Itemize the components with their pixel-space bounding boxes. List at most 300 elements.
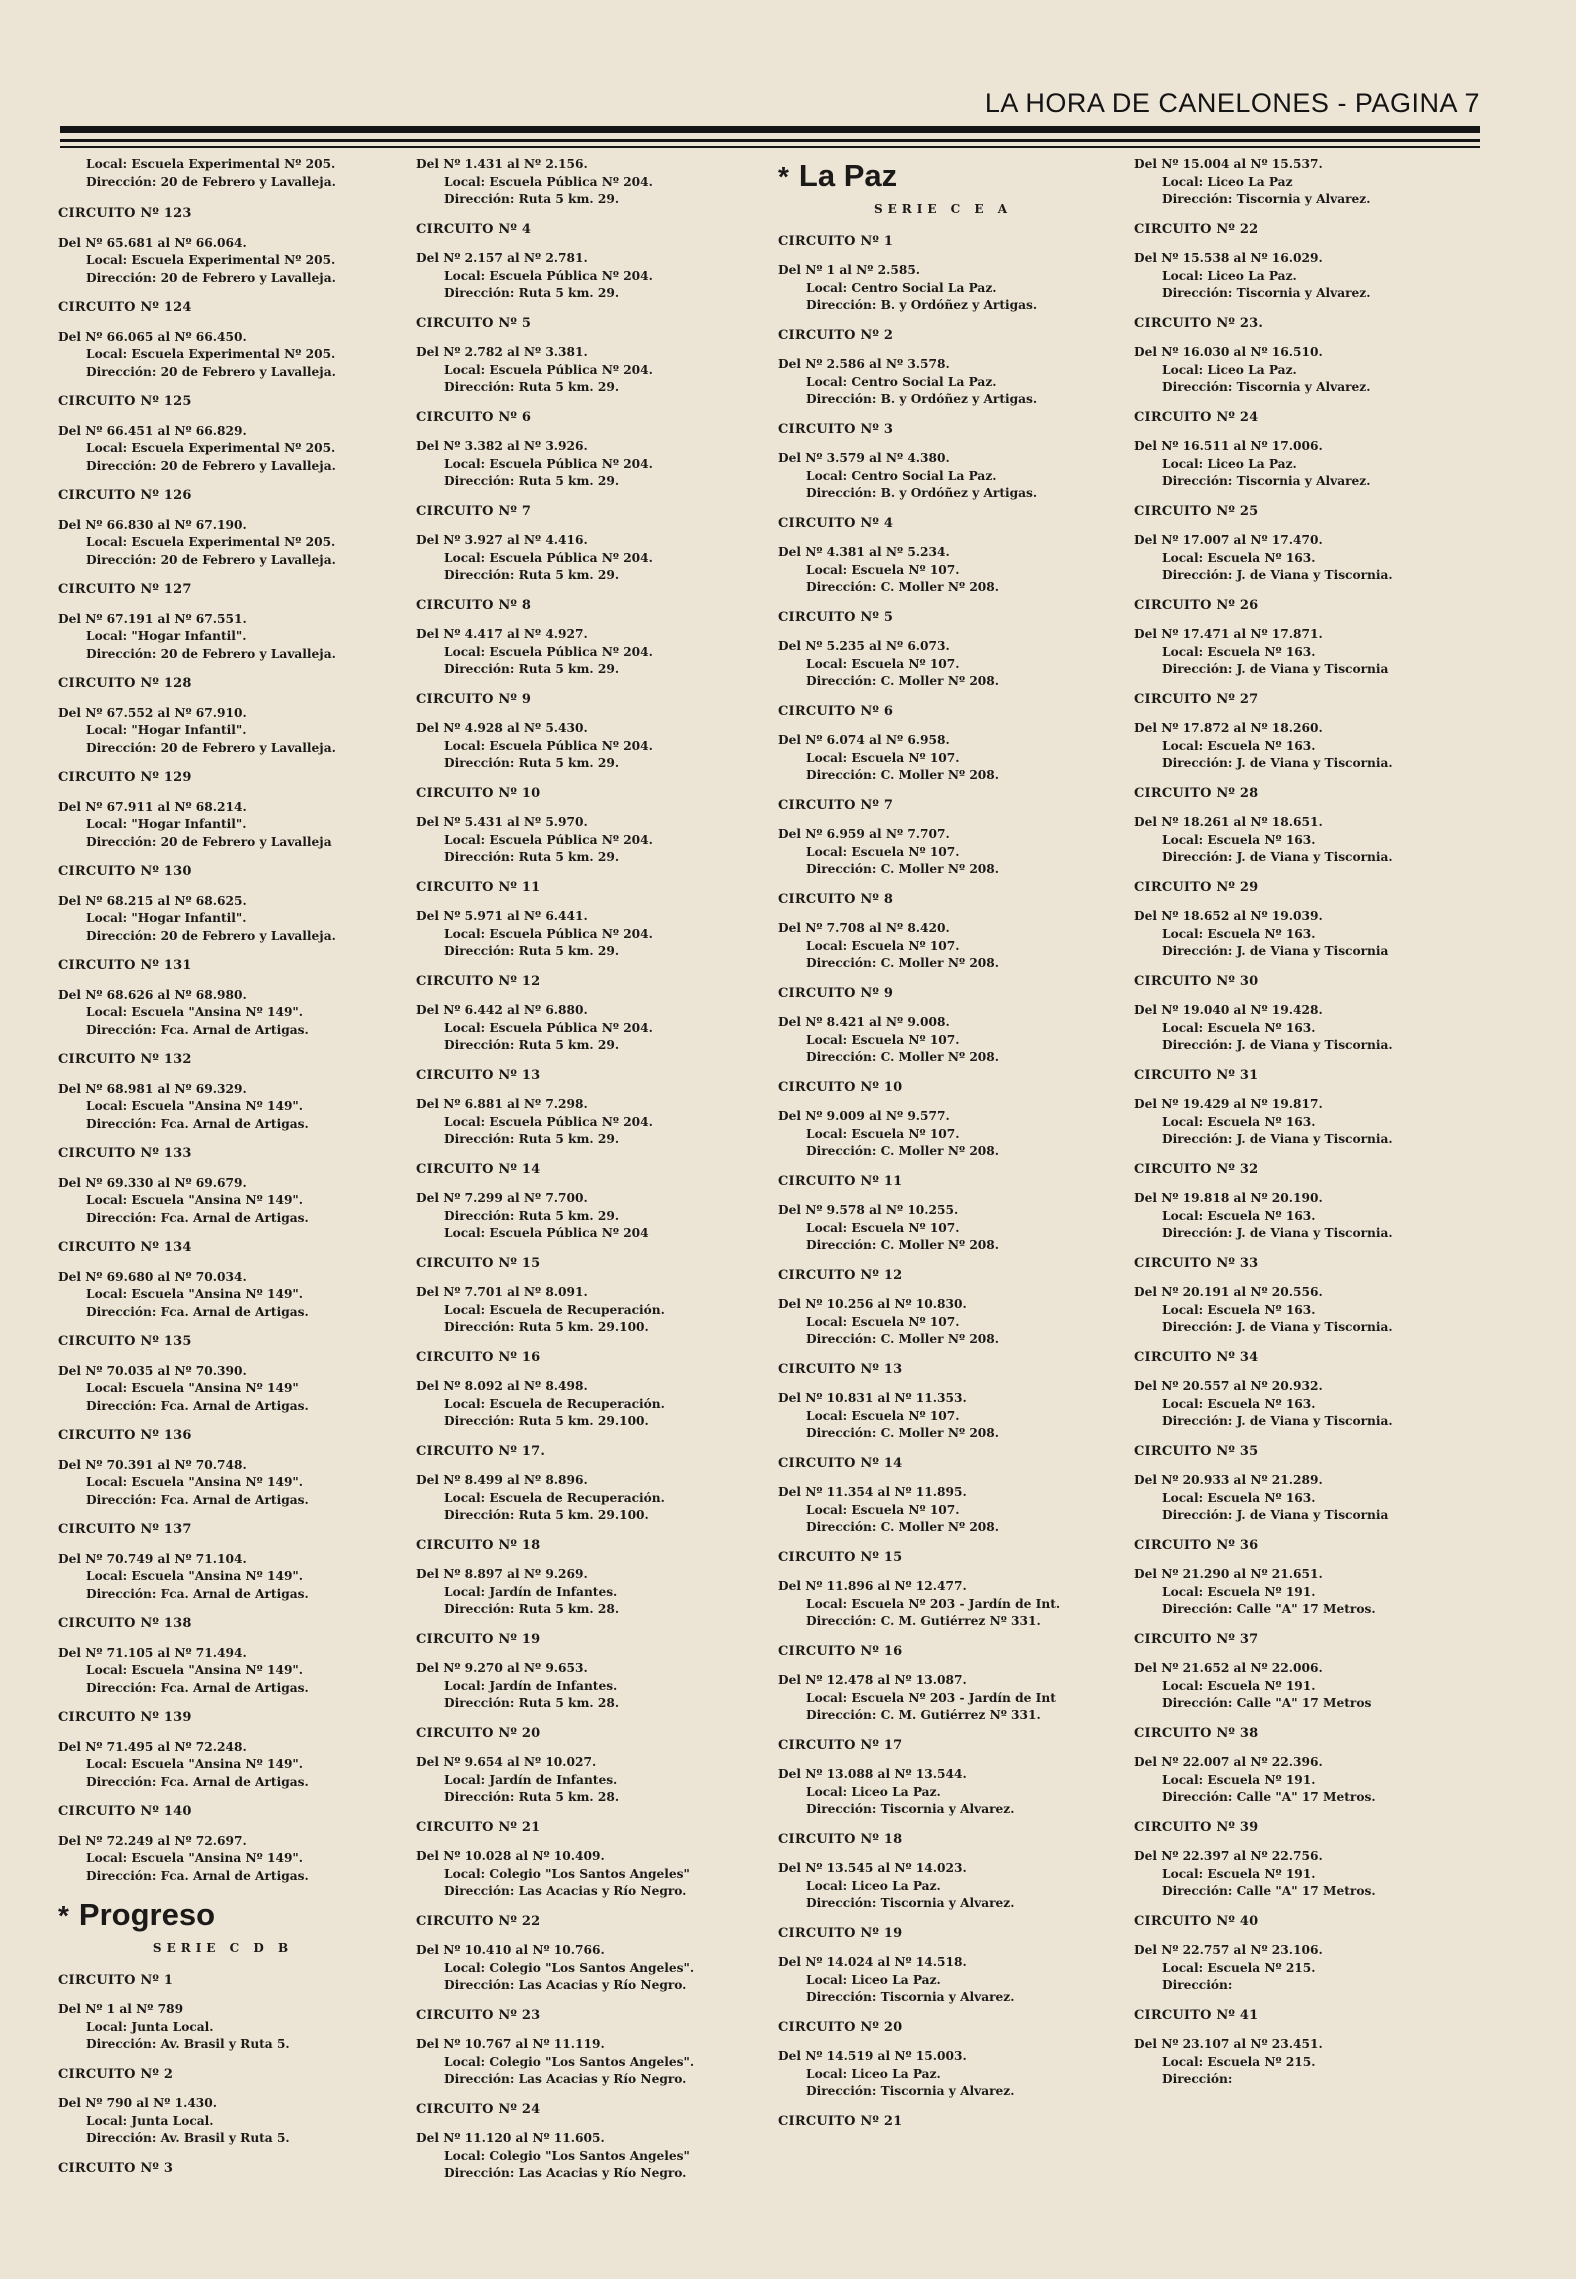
range: Del Nº 3.382 al Nº 3.926. (416, 439, 588, 453)
range: Del Nº 72.249 al Nº 72.697. (58, 1833, 247, 1848)
local: Local: Colegio "Los Santos Angeles" (444, 1866, 690, 1881)
circuit-entry (58, 1333, 388, 1415)
local: Local: Escuela Pública Nº 204. (444, 362, 653, 377)
local: Local: Junta Local. (86, 2019, 214, 2034)
circuit-heading: CIRCUITO Nº 18 (778, 1831, 903, 1847)
circuit-entry (1134, 1349, 1464, 1431)
local: Local: Centro Social La Paz. (806, 280, 997, 295)
circuit-heading: CIRCUITO Nº 20 (778, 2019, 903, 2035)
local: Local: Escuela Pública Nº 204. (444, 1114, 653, 1129)
range: Del Nº 17.872 al Nº 18.260. (1134, 721, 1323, 735)
circuit-entry (416, 409, 746, 491)
range: Del Nº 66.830 al Nº 67.190. (58, 517, 247, 532)
circuit-heading: CIRCUITO Nº 4 (416, 221, 532, 237)
circuit-entry (778, 421, 1108, 503)
local: Local: Escuela de Recuperación. (444, 1490, 665, 1505)
circuit-heading: CIRCUITO Nº 125 (58, 394, 192, 409)
local: Local: Escuela Nº 107. (806, 750, 960, 765)
range: Del Nº 6.959 al Nº 7.707. (778, 827, 950, 841)
circuit-heading: CIRCUITO Nº 38 (1134, 1725, 1259, 1741)
local: Local: Liceo La Paz. (806, 1878, 941, 1893)
range: Del Nº 9.578 al Nº 10.255. (778, 1203, 959, 1217)
column-3 (778, 156, 1108, 2130)
range: Del Nº 70.035 al Nº 70.390. (58, 1363, 247, 1378)
circuit-entry (58, 769, 388, 851)
circuit-entry (416, 2101, 746, 2183)
range: Del Nº 12.478 al Nº 13.087. (778, 1673, 967, 1687)
circuit-entry (778, 985, 1108, 1067)
local: Local: Escuela Pública Nº 204. (444, 550, 653, 565)
circuit-entry (58, 957, 388, 1039)
circuit-entry (1134, 409, 1464, 491)
circuit-entry (778, 703, 1108, 785)
circuit-heading: CIRCUITO Nº 3 (778, 421, 894, 437)
local: Local: Escuela Pública Nº 204. (444, 738, 653, 753)
circuit-list-4 (1134, 221, 1464, 2089)
range: Del Nº 67.191 al Nº 67.551. (58, 611, 247, 626)
direccion: Dirección: Tiscornia y Alvarez. (1162, 474, 1371, 488)
circuit-heading: CIRCUITO Nº 133 (58, 1146, 192, 1161)
circuit-entry (778, 1831, 1108, 1913)
range: Del Nº 66.065 al Nº 66.450. (58, 329, 247, 344)
range: Del Nº 68.626 al Nº 68.980. (58, 987, 247, 1002)
circuit-heading: CIRCUITO Nº 21 (416, 1819, 541, 1835)
range: Del Nº 6.881 al Nº 7.298. (416, 1097, 588, 1111)
circuit-heading: CIRCUITO Nº 14 (416, 1161, 541, 1177)
direccion: Dirección: B. y Ordóñez y Artigas. (806, 486, 1038, 500)
range: Del Nº 8.421 al Nº 9.008. (778, 1015, 950, 1029)
range: Del Nº 16.030 al Nº 16.510. (1134, 345, 1323, 359)
local: Local: Escuela Pública Nº 204. (444, 832, 653, 847)
circuit-entry (416, 1255, 746, 1337)
circuit-heading: CIRCUITO Nº 31 (1134, 1067, 1259, 1083)
local: Local: Jardín de Infantes. (444, 1772, 618, 1787)
direccion: Dirección: Ruta 5 km. 29. (444, 944, 620, 958)
range: Del Nº 21.290 al Nº 21.651. (1134, 1567, 1323, 1581)
circuit-entry (416, 1443, 746, 1525)
circuit-entry (58, 1709, 388, 1791)
range: Del Nº 70.391 al Nº 70.748. (58, 1457, 247, 1472)
direccion: Dirección: Ruta 5 km. 29. (444, 192, 620, 206)
local: Local: Escuela "Ansina Nº 149". (86, 1757, 304, 1771)
range: Del Nº 10.767 al Nº 11.119. (416, 2037, 605, 2051)
range: Del Nº 10.410 al Nº 10.766. (416, 1943, 605, 1957)
circuit-heading: CIRCUITO Nº 8 (778, 891, 894, 907)
direccion: Dirección: Fca. Arnal de Artigas. (86, 1304, 309, 1319)
range: Del Nº 68.215 al Nº 68.625. (58, 893, 247, 908)
direccion: Dirección: Fca. Arnal de Artigas. (86, 1022, 309, 1037)
circuit-entry (58, 863, 388, 945)
circuit-entry-continued (1134, 156, 1464, 209)
direccion: Dirección: Calle "A" 17 Metros. (1162, 1790, 1376, 1804)
range: Del Nº 19.429 al Nº 19.817. (1134, 1097, 1323, 1111)
circuit-heading: CIRCUITO Nº 6 (416, 409, 532, 425)
local: Local: Escuela Nº 191. (1162, 1772, 1316, 1787)
circuit-entry (778, 1361, 1108, 1443)
circuit-entry (778, 2019, 1108, 2101)
circuit-heading: CIRCUITO Nº 36 (1134, 1537, 1259, 1553)
direccion: Dirección: Fca. Arnal de Artigas. (86, 1774, 309, 1789)
circuit-heading: CIRCUITO Nº 126 (58, 488, 192, 503)
local: Local: Escuela Nº 107. (806, 844, 960, 859)
direccion: Dirección: Ruta 5 km. 28. (444, 1602, 620, 1616)
circuit-entry (1134, 785, 1464, 867)
section-heading-la-paz (778, 158, 1108, 195)
local: Local: Escuela "Ansina Nº 149". (86, 1475, 304, 1489)
direccion: Dirección: Av. Brasil y Ruta 5. (86, 2037, 290, 2051)
circuit-heading: CIRCUITO Nº 24 (1134, 409, 1259, 425)
circuit-heading: CIRCUITO Nº 5 (416, 315, 532, 331)
range: Del Nº 69.330 al Nº 69.679. (58, 1175, 247, 1190)
circuit-entry (1134, 597, 1464, 679)
circuit-heading: CIRCUITO Nº 128 (58, 676, 192, 691)
range: Del Nº 6.442 al Nº 6.880. (416, 1003, 588, 1017)
circuit-heading: CIRCUITO Nº 26 (1134, 597, 1259, 613)
circuit-entry (1134, 1161, 1464, 1243)
circuit-entry-continued (416, 156, 746, 209)
local: Local: Escuela Nº 107. (806, 1408, 960, 1423)
circuit-heading: CIRCUITO Nº 1 (778, 233, 894, 249)
circuit-heading: CIRCUITO Nº 4 (778, 515, 894, 531)
range: Del Nº 22.007 al Nº 22.396. (1134, 1755, 1323, 1769)
range: Del Nº 5.971 al Nº 6.441. (416, 909, 588, 923)
direccion: Dirección: C. M. Gutiérrez Nº 331. (806, 1614, 1041, 1628)
circuit-heading: CIRCUITO Nº 11 (778, 1173, 903, 1189)
local: Local: Escuela Nº 191. (1162, 1678, 1316, 1693)
local: Local: Escuela Nº 215. (1162, 2054, 1316, 2069)
range: Del Nº 19.040 al Nº 19.428. (1134, 1003, 1323, 1017)
circuit-heading: CIRCUITO Nº 23. (1134, 315, 1264, 331)
circuit-entry (778, 515, 1108, 597)
circuit-entry (1134, 1443, 1464, 1525)
range: Del Nº 15.004 al Nº 15.537. (1134, 157, 1323, 171)
local: Local: Escuela Experimental Nº 205. (86, 441, 336, 455)
direccion: Dirección: J. de Viana y Tiscornia. (1162, 1038, 1393, 1052)
direccion: Dirección: Ruta 5 km. 29. (444, 850, 620, 864)
circuit-entry (416, 785, 746, 867)
circuit-entry (416, 1913, 746, 1995)
range: Del Nº 14.519 al Nº 15.003. (778, 2049, 967, 2063)
direccion: Dirección: Calle "A" 17 Metros (1162, 1696, 1372, 1710)
circuit-entry (416, 879, 746, 961)
direccion: Dirección: J. de Viana y Tiscornia (1162, 944, 1389, 958)
range: Del Nº 13.088 al Nº 13.544. (778, 1767, 967, 1781)
local: Local: Colegio "Los Santos Angeles". (444, 1960, 695, 1975)
circuit-heading: CIRCUITO Nº 7 (416, 503, 532, 519)
local: Local: Escuela Nº 107. (806, 1126, 960, 1141)
circuit-heading: CIRCUITO Nº 124 (58, 300, 192, 315)
range: Del Nº 1 al Nº 789 (58, 2002, 184, 2016)
circuit-entry (58, 299, 388, 381)
circuit-heading: CIRCUITO Nº 127 (58, 582, 192, 597)
circuit-heading: CIRCUITO Nº 28 (1134, 785, 1259, 801)
column-4 (1134, 156, 1464, 2101)
direccion: Dirección: 20 de Febrero y Lavalleja. (86, 364, 336, 379)
direccion: Dirección: Ruta 5 km. 29. (444, 756, 620, 770)
direccion: Dirección: Tiscornia y Alvarez. (1162, 380, 1371, 394)
circuit-heading: CIRCUITO Nº 2 (778, 327, 894, 343)
circuit-heading: CIRCUITO Nº 5 (778, 609, 894, 625)
circuit-heading: CIRCUITO Nº 140 (58, 1804, 192, 1819)
circuit-heading: CIRCUITO Nº 9 (416, 691, 532, 707)
direccion: Dirección: Ruta 5 km. 29. (444, 662, 620, 676)
direccion: Dirección: Ruta 5 km. 29. (444, 474, 620, 488)
circuit-heading: CIRCUITO Nº 10 (416, 785, 541, 801)
circuit-entry (1134, 1067, 1464, 1149)
section-heading-progreso (58, 1897, 388, 1934)
local: Local: Escuela Pública Nº 204. (444, 926, 653, 941)
circuit-heading: CIRCUITO Nº 13 (778, 1361, 903, 1377)
range: Del Nº 4.381 al Nº 5.234. (778, 545, 950, 559)
direccion: Dirección: Fca. Arnal de Artigas. (86, 1586, 309, 1601)
circuit-entry (778, 233, 1108, 315)
circuit-entry (1134, 879, 1464, 961)
circuit-entry (1134, 1537, 1464, 1619)
local: Local: Escuela de Recuperación. (444, 1396, 665, 1411)
section-serie: SERIE C E A (873, 202, 1013, 216)
local: Local: Escuela Nº 107. (806, 562, 960, 577)
circuit-entry (416, 1067, 746, 1149)
circuit-entry (1134, 221, 1464, 303)
local: Local: Escuela "Ansina Nº 149". (86, 1287, 304, 1301)
circuit-heading: CIRCUITO Nº 17 (778, 1737, 903, 1753)
direccion: Dirección: Fca. Arnal de Artigas. (86, 1492, 309, 1507)
circuit-entry (778, 1643, 1108, 1725)
local: Local: Escuela Nº 163. (1162, 1302, 1316, 1317)
local: Local: Escuela "Ansina Nº 149". (86, 1193, 304, 1207)
section-star: * (778, 161, 789, 192)
circuit-heading: CIRCUITO Nº 139 (58, 1710, 192, 1725)
circuit-heading: CIRCUITO Nº 3 (58, 2160, 174, 2176)
direccion: Dirección: J. de Viana y Tiscornia. (1162, 1414, 1393, 1428)
circuit-list-3 (778, 233, 1108, 2101)
local: Local: Escuela Pública Nº 204. (444, 456, 653, 471)
intro-local: Local: Escuela Experimental Nº 205. (86, 157, 336, 171)
direccion: Dirección: Ruta 5 km. 29. (444, 286, 620, 300)
direccion: Dirección: Fca. Arnal de Artigas. (86, 1680, 309, 1695)
local: Local: Escuela "Ansina Nº 149". (86, 1569, 304, 1583)
local: Local: Escuela Nº 107. (806, 1502, 960, 1517)
range: Del Nº 9.654 al Nº 10.027. (416, 1755, 597, 1769)
column-2 (416, 156, 746, 2195)
circuit-entry (416, 2007, 746, 2089)
range: Del Nº 10.028 al Nº 10.409. (416, 1849, 605, 1863)
range: Del Nº 71.495 al Nº 72.248. (58, 1739, 247, 1754)
direccion: Dirección: Las Acacias y Río Negro. (444, 1978, 687, 1992)
direccion: Dirección: Fca. Arnal de Artigas. (86, 1116, 309, 1131)
circuit-heading: CIRCUITO Nº 40 (1134, 1913, 1259, 1929)
circuit-heading: CIRCUITO Nº 2 (58, 2066, 174, 2082)
direccion: Dirección: (1162, 2072, 1233, 2086)
direccion: Dirección: Ruta 5 km. 29.100. (444, 1414, 649, 1428)
local: Local: Liceo La Paz (1162, 174, 1293, 189)
circuit-entry (1134, 2007, 1464, 2089)
range: Del Nº 5.235 al Nº 6.073. (778, 639, 950, 653)
local: Local: Escuela "Ansina Nº 149". (86, 1099, 304, 1113)
range: Del Nº 11.354 al Nº 11.895. (778, 1485, 967, 1499)
circuit-entry (58, 393, 388, 475)
direccion: Dirección: Tiscornia y Alvarez. (806, 1990, 1015, 2004)
circuit-heading: CIRCUITO Nº 12 (416, 973, 541, 989)
circuit-heading: CIRCUITO Nº 37 (1134, 1631, 1259, 1647)
local: Local: Escuela Nº 163. (1162, 1396, 1316, 1411)
range: Del Nº 21.652 al Nº 22.006. (1134, 1661, 1323, 1675)
direccion: Dirección: Ruta 5 km. 28. (444, 1696, 620, 1710)
circuit-heading: CIRCUITO Nº 12 (778, 1267, 903, 1283)
circuit-entry (416, 1537, 746, 1619)
direccion: Dirección: Ruta 5 km. 29. (444, 1038, 620, 1052)
range: Del Nº 10.831 al Nº 11.353. (778, 1391, 967, 1405)
range: Del Nº 18.652 al Nº 19.039. (1134, 909, 1323, 923)
local: Local: Escuela Nº 163. (1162, 1490, 1316, 1505)
circuit-heading: CIRCUITO Nº 11 (416, 879, 541, 895)
direccion: Dirección: 20 de Febrero y Lavalleja. (86, 552, 336, 567)
direccion: Local: Escuela Pública Nº 204 (444, 1226, 649, 1240)
circuit-entry (416, 221, 746, 303)
direccion: Dirección: 20 de Febrero y Lavalleja. (86, 928, 336, 943)
range: Del Nº 2.782 al Nº 3.381. (416, 345, 588, 359)
range: Del Nº 9.270 al Nº 9.653. (416, 1661, 588, 1675)
direccion: Dirección: Ruta 5 km. 29.100. (444, 1320, 649, 1334)
local: Local: Jardín de Infantes. (444, 1678, 618, 1693)
local: Local: Escuela "Ansina Nº 149". (86, 1663, 304, 1677)
circuit-heading: CIRCUITO Nº 129 (58, 770, 192, 785)
direccion: Dirección: 20 de Febrero y Lavalleja. (86, 646, 336, 661)
circuit-heading: CIRCUITO Nº 123 (58, 206, 192, 221)
circuit-heading: CIRCUITO Nº 21 (778, 2113, 903, 2129)
local: Local: Centro Social La Paz. (806, 468, 997, 483)
range: Del Nº 11.896 al Nº 12.477. (778, 1579, 967, 1593)
range: Del Nº 65.681 al Nº 66.064. (58, 235, 247, 250)
circuit-entry (58, 2066, 388, 2148)
direccion: Dirección: Calle "A" 17 Metros. (1162, 1884, 1376, 1898)
range: Del Nº 22.397 al Nº 22.756. (1134, 1849, 1323, 1863)
circuit-heading: CIRCUITO Nº 34 (1134, 1349, 1259, 1365)
circuit-list-1 (58, 205, 388, 1885)
direccion: Dirección: J. de Viana y Tiscornia. (1162, 1132, 1393, 1146)
range: Del Nº 7.299 al Nº 7.700. (416, 1191, 588, 1205)
direccion: Dirección: C. Moller Nº 208. (806, 768, 1000, 782)
range: Del Nº 8.499 al Nº 8.896. (416, 1473, 588, 1487)
local: Local: Escuela "Ansina Nº 149". (86, 1005, 304, 1019)
local: Local: "Hogar Infantil". (86, 817, 247, 831)
local: Local: Escuela Experimental Nº 205. (86, 253, 336, 267)
local: Local: Escuela Pública Nº 204. (444, 644, 653, 659)
range: Del Nº 15.538 al Nº 16.029. (1134, 251, 1323, 265)
range: Del Nº 13.545 al Nº 14.023. (778, 1861, 967, 1875)
circuit-entry (416, 1631, 746, 1713)
direccion: Dirección: C. M. Gutiérrez Nº 331. (806, 1708, 1041, 1722)
range: Del Nº 17.471 al Nº 17.871. (1134, 627, 1323, 641)
local: Local: Liceo La Paz. (1162, 362, 1297, 377)
circuit-entry (58, 205, 388, 287)
direccion: Dirección: C. Moller Nº 208. (806, 580, 1000, 594)
direccion: Dirección: 20 de Febrero y Lavalleja. (86, 740, 336, 755)
direccion: Dirección: 20 de Febrero y Lavalleja. (86, 458, 336, 473)
direccion: Dirección: C. Moller Nº 208. (806, 1144, 1000, 1158)
circuit-heading: CIRCUITO Nº 41 (1134, 2007, 1259, 2023)
local: Local: Escuela Nº 163. (1162, 926, 1316, 941)
circuit-heading: CIRCUITO Nº 27 (1134, 691, 1259, 707)
circuit-entry (58, 1803, 388, 1885)
local: Local: Escuela Nº 163. (1162, 644, 1316, 659)
local: Local: Liceo La Paz. (1162, 456, 1297, 471)
range: Del Nº 67.552 al Nº 67.910. (58, 705, 247, 720)
local: Local: Liceo La Paz. (806, 2066, 941, 2081)
circuit-entry (1134, 973, 1464, 1055)
circuit-heading: CIRCUITO Nº 24 (416, 2101, 541, 2117)
range: Del Nº 7.701 al Nº 8.091. (416, 1285, 588, 1299)
circuit-heading: CIRCUITO Nº 6 (778, 703, 894, 719)
circuit-entry (1134, 503, 1464, 585)
column-1 (58, 156, 388, 2177)
range: Del Nº 7.708 al Nº 8.420. (778, 921, 950, 935)
direccion: Dirección: Ruta 5 km. 28. (444, 1790, 620, 1804)
direccion: Dirección: Ruta 5 km. 29. (444, 568, 620, 582)
circuit-entry (416, 1725, 746, 1807)
direccion: Dirección: Fca. Arnal de Artigas. (86, 1868, 309, 1883)
range: Del Nº 66.451 al Nº 66.829. (58, 423, 247, 438)
direccion: Dirección: Las Acacias y Río Negro. (444, 1884, 687, 1898)
circuit-heading: CIRCUITO Nº 9 (778, 985, 894, 1001)
range: Del Nº 20.557 al Nº 20.932. (1134, 1379, 1323, 1393)
circuit-entry (778, 1267, 1108, 1349)
local: Local: Liceo La Paz. (806, 1784, 941, 1799)
range: Del Nº 3.579 al Nº 4.380. (778, 451, 950, 465)
circuit-heading: CIRCUITO Nº 137 (58, 1522, 192, 1537)
circuit-heading: CIRCUITO Nº 7 (778, 797, 894, 813)
circuit-heading: CIRCUITO Nº 15 (778, 1549, 903, 1565)
range: Del Nº 6.074 al Nº 6.958. (778, 733, 950, 747)
local: Local: Escuela Nº 107. (806, 1314, 960, 1329)
circuit-entry (416, 1161, 746, 1243)
range: Del Nº 20.191 al Nº 20.556. (1134, 1285, 1323, 1299)
header-rule-thin (60, 139, 1480, 142)
header-rule-thick (60, 126, 1480, 133)
direccion: Dirección: Calle "A" 17 Metros. (1162, 1602, 1376, 1616)
circuit-entry (778, 797, 1108, 879)
circuit-entry (778, 1737, 1108, 1819)
circuit-heading: CIRCUITO Nº 131 (58, 958, 192, 973)
circuit-entry (778, 1549, 1108, 1631)
direccion: Dirección: Tiscornia y Alvarez. (1162, 286, 1371, 300)
circuit-entry (416, 1819, 746, 1901)
range: Del Nº 790 al Nº 1.430. (58, 2096, 218, 2110)
local: Local: Escuela "Ansina Nº 149" (86, 1381, 299, 1395)
direccion: Dirección: 20 de Febrero y Lavalleja (86, 834, 332, 849)
circuit-entry (416, 597, 746, 679)
range: Del Nº 20.933 al Nº 21.289. (1134, 1473, 1323, 1487)
circuit-entry (1134, 315, 1464, 397)
local: Local: "Hogar Infantil". (86, 629, 247, 643)
circuit-entry (58, 581, 388, 663)
circuit-entry (58, 1051, 388, 1133)
range: Del Nº 4.928 al Nº 5.430. (416, 721, 588, 735)
section-serie: SERIE C D B (152, 1941, 294, 1955)
header-rule-thin-2 (60, 146, 1480, 148)
local: Local: Escuela Nº 163. (1162, 1114, 1316, 1129)
local: Local: Escuela Nº 107. (806, 1032, 960, 1047)
circuit-heading: CIRCUITO Nº 135 (58, 1334, 192, 1349)
range: Del Nº 14.024 al Nº 14.518. (778, 1955, 967, 1969)
local: Local: Escuela Nº 191. (1162, 1584, 1316, 1599)
circuit-entry (58, 1521, 388, 1603)
circuit-heading: CIRCUITO Nº 8 (416, 597, 532, 613)
direccion: Dirección: J. de Viana y Tiscornia. (1162, 1320, 1393, 1334)
range: Del Nº 19.818 al Nº 20.190. (1134, 1191, 1323, 1205)
local: Local: Junta Local. (86, 2113, 214, 2128)
circuit-heading: CIRCUITO Nº 19 (778, 1925, 903, 1941)
